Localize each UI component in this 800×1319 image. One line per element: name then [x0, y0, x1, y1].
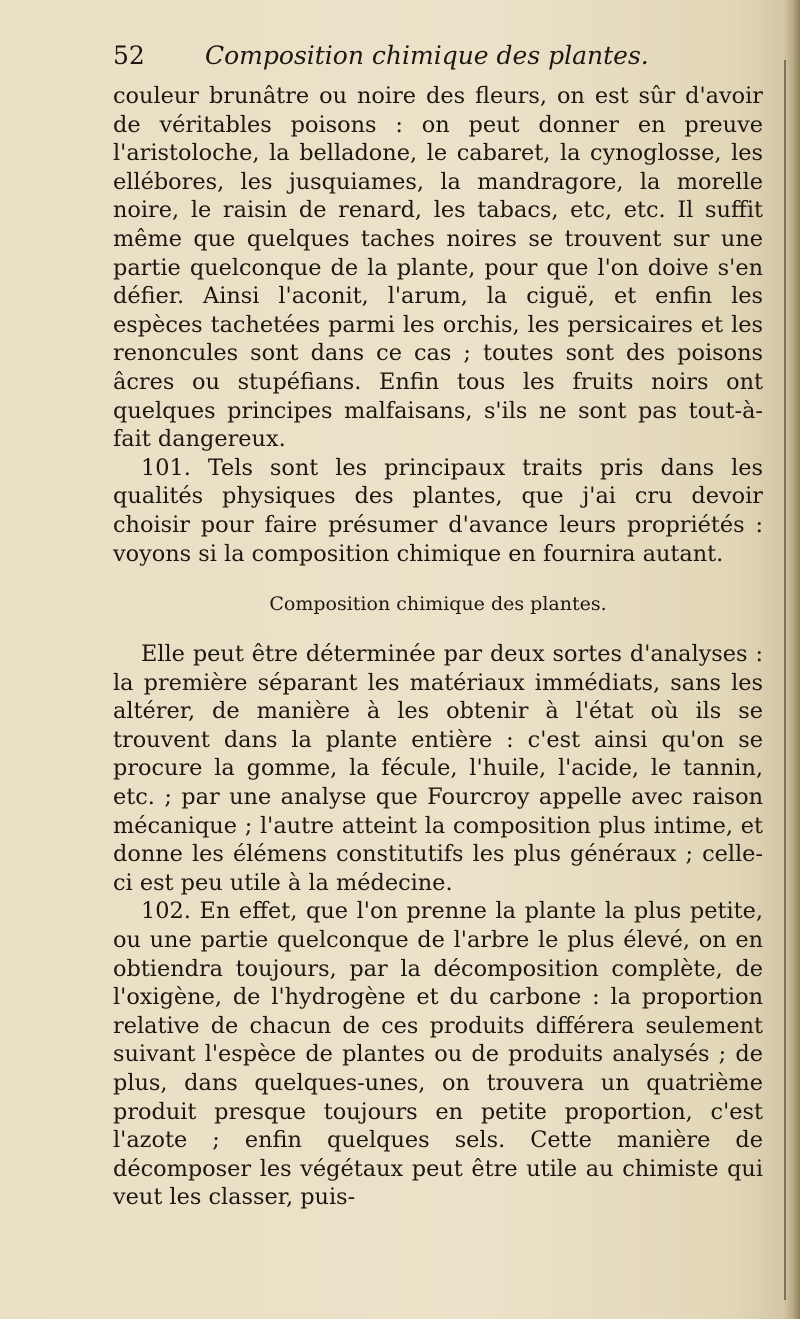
binding-line — [784, 60, 786, 1300]
page-header — [113, 36, 763, 76]
page-gutter — [782, 0, 800, 1319]
paragraph-analyses: Elle peut être déterminée par deux sortes d'analyses : la première séparant les matériaux immédiats, sans les altérer, de manière à les obtenir à l'état où ils se trouvent dans la plante entière : c'est ainsi qu'on se procure la gomme, la fécule, l'huile, l'acide, le tannin, etc. ; par une analyse que Fourcroy appelle avec raison mécanique ; l'autre atteint la composition plus intime, et donne les élémens constitutifs les plus généraux ; celle-ci est peu utile à la médecine. — [113, 641, 763, 896]
page-number: 52 — [113, 41, 145, 70]
paragraph-101: 101. Tels sont les principaux traits pris dans les qualités physiques des plantes, que j'ai cru devoir choisir pour faire présumer d'avance leurs propriétés : voyons si la composition chimique en fournira autant. — [113, 454, 763, 567]
section-title: Composition chimique des plantes. — [269, 593, 607, 616]
paragraph-continuation: couleur brunâtre ou noire des fleurs, on est sûr d'avoir de véritables poisons : on peut donner en preuve l'aristoloche, la belladone, le cabaret, la cynoglosse, les ellébores, les jusquiames, la mandragore, la morelle noire, le raisin de renard, les tabacs, etc, etc. Il suffit même que quelques taches noires se trouvent sur une partie quelconque de la plante, pour que l'on doive s'en défier. Ainsi l'aconit, l'arum, la ciguë, et enfin les espèces tachetées parmi les orchis, les persicaires et les renoncules sont dans ce cas ; toutes sont des poisons âcres ou stupéfians. Enfin tous les fruits noirs ont quelques principes malfaisans, s'ils ne sont pas tout-à-fait dangereux. — [113, 83, 763, 453]
paragraph-102: 102. En effet, que l'on prenne la plante la plus petite, ou une partie quelconque de l'arbre le plus élevé, on en obtiendra toujours, par la décomposition complète, de l'oxigène, de l'hydrogène et du carbone : la proportion relative de chacun de ces produits différera seulement suivant l'espèce de plantes ou de produits analysés ; de plus, dans quelques-unes, on trouvera un quatrième produit presque toujours en petite proportion, c'est l'azote ; enfin quelques sels. Cette manière de décomposer les végétaux peut être utile au chimiste qui veut les classer, puis- — [113, 898, 763, 1211]
body-text — [113, 82, 763, 1212]
running-head: Composition chimique des plantes. — [205, 41, 649, 70]
